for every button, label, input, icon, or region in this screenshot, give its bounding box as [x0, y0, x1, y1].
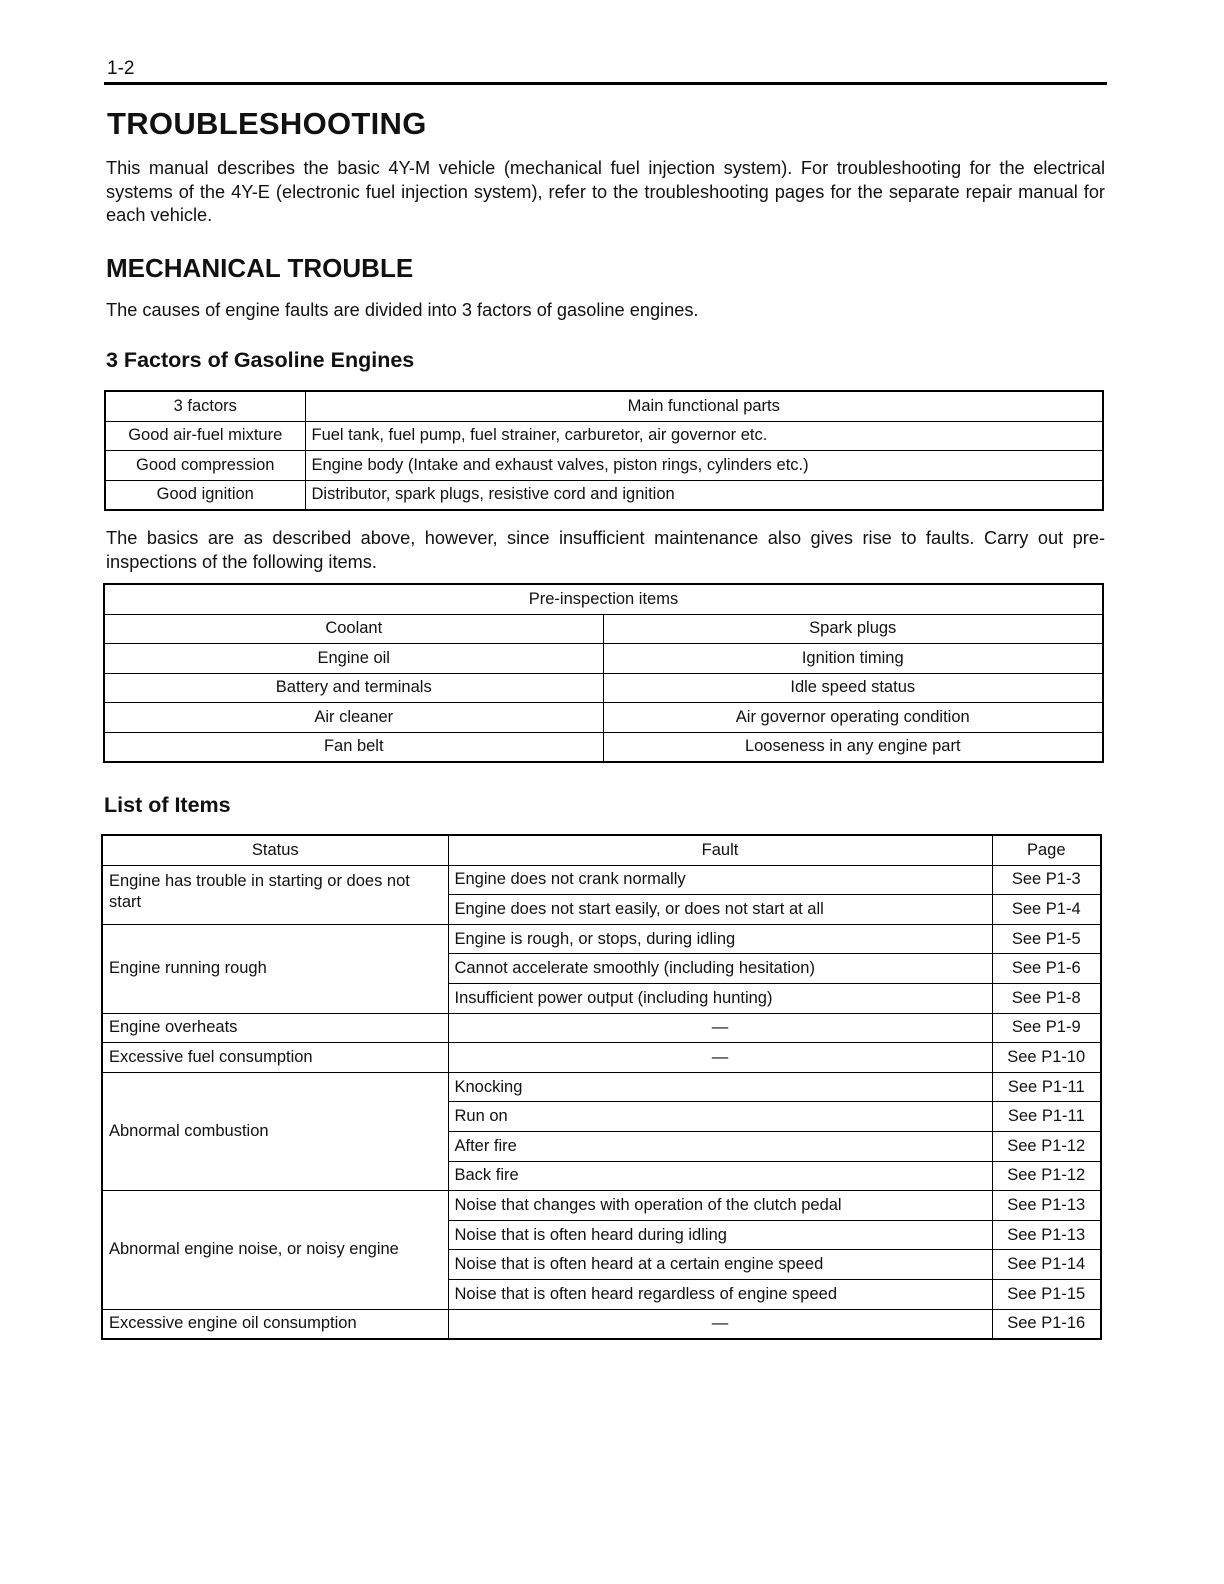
fault-cell: Back fire: [448, 1161, 992, 1191]
preinspection-cell: Air governor operating condition: [603, 703, 1103, 733]
page-reference-cell: See P1-11: [992, 1102, 1101, 1132]
parts-cell: Fuel tank, fuel pump, fuel strainer, carburetor, air governor etc.: [305, 421, 1103, 451]
parts-cell: Engine body (Intake and exhaust valves, piston rings, cylinders etc.): [305, 451, 1103, 481]
fault-cell: Cannot accelerate smoothly (including hesitation): [448, 954, 992, 984]
table-row: [104, 673, 1103, 703]
fault-cell: Engine does not crank normally: [448, 865, 992, 895]
items-table-body: [102, 865, 1101, 1339]
page-reference-cell: See P1-10: [992, 1043, 1101, 1073]
factors-title: 3 Factors of Gasoline Engines: [106, 348, 415, 372]
fault-cell: —: [448, 1013, 992, 1043]
status-cell: Excessive fuel consumption: [102, 1043, 448, 1073]
header-cell: 3 factors: [105, 391, 305, 421]
table-row: [104, 614, 1103, 644]
header-cell: Main functional parts: [305, 391, 1103, 421]
preinspection-cell: Coolant: [104, 614, 603, 644]
table-row: [104, 732, 1103, 762]
page-reference-cell: See P1-16: [992, 1309, 1101, 1339]
items-table: [101, 834, 1102, 1340]
fault-cell: After fire: [448, 1131, 992, 1161]
factor-cell: Good air-fuel mixture: [105, 421, 305, 451]
preinspection-cell: Air cleaner: [104, 703, 603, 733]
table-header-row: [105, 391, 1103, 421]
preinspection-cell: Battery and terminals: [104, 673, 603, 703]
table-row: [102, 1191, 1101, 1221]
fault-cell: Engine is rough, or stops, during idling: [448, 924, 992, 954]
preinspection-cell: Spark plugs: [603, 614, 1103, 644]
header-cell: Page: [992, 835, 1101, 865]
table-row: [102, 1309, 1101, 1339]
factor-cell: Good compression: [105, 451, 305, 481]
table-row: [105, 480, 1103, 510]
preinspection-cell: Engine oil: [104, 644, 603, 674]
page-reference-cell: See P1-13: [992, 1191, 1101, 1221]
fault-cell: Noise that is often heard at a certain engine speed: [448, 1250, 992, 1280]
table-row: [105, 451, 1103, 481]
status-cell: Engine overheats: [102, 1013, 448, 1043]
preinspection-cell: Fan belt: [104, 732, 603, 762]
table-row: [102, 1072, 1101, 1102]
table-row: [102, 924, 1101, 954]
status-cell: Abnormal combustion: [102, 1072, 448, 1190]
page-number: 1-2: [107, 58, 135, 79]
page-reference-cell: See P1-14: [992, 1250, 1101, 1280]
preinspection-table: [103, 583, 1104, 763]
page-reference-cell: See P1-13: [992, 1220, 1101, 1250]
parts-cell: Distributor, spark plugs, resistive cord and ignition: [305, 480, 1103, 510]
fault-cell: Noise that is often heard regardless of engine speed: [448, 1279, 992, 1309]
header-cell: Fault: [448, 835, 992, 865]
table-row: [104, 703, 1103, 733]
intro-paragraph: This manual describes the basic 4Y-M vehicle (mechanical fuel injection system). For troubleshooting for the electrical systems of the 4Y-E (electronic fuel injection system), refer to the troubleshooting pages for the separate repair manual for each vehicle.: [106, 158, 1105, 225]
page-reference-cell: See P1-15: [992, 1279, 1101, 1309]
fault-cell: Engine does not start easily, or does not start at all: [448, 895, 992, 925]
fault-cell: Knocking: [448, 1072, 992, 1102]
table-row: [102, 865, 1101, 895]
fault-cell: —: [448, 1309, 992, 1339]
table-header-row: [102, 835, 1101, 865]
page-reference-cell: See P1-5: [992, 924, 1101, 954]
mechanical-intro: The causes of engine faults are divided into 3 factors of gasoline engines.: [106, 300, 699, 320]
preinspection-cell: Ignition timing: [603, 644, 1103, 674]
page-reference-cell: See P1-4: [992, 895, 1101, 925]
status-cell: Abnormal engine noise, or noisy engine: [102, 1191, 448, 1309]
status-cell: Excessive engine oil consumption: [102, 1309, 448, 1339]
fault-cell: —: [448, 1043, 992, 1073]
header-cell: Pre-inspection items: [104, 584, 1103, 614]
page-title: TROUBLESHOOTING: [107, 106, 427, 141]
page-reference-cell: See P1-3: [992, 865, 1101, 895]
section-title-mechanical-trouble: MECHANICAL TROUBLE: [106, 253, 414, 283]
fault-cell: Noise that changes with operation of the clutch pedal: [448, 1191, 992, 1221]
page-reference-cell: See P1-6: [992, 954, 1101, 984]
factors-table: [104, 390, 1104, 511]
status-cell: Engine running rough: [102, 924, 448, 1013]
header-rule: [104, 82, 1107, 85]
fault-cell: Insufficient power output (including hunting): [448, 983, 992, 1013]
preinspection-cell: Idle speed status: [603, 673, 1103, 703]
table-row: [105, 421, 1103, 451]
list-of-items-title: List of Items: [104, 793, 231, 817]
page-reference-cell: See P1-8: [992, 983, 1101, 1013]
factor-cell: Good ignition: [105, 480, 305, 510]
header-cell: Status: [102, 835, 448, 865]
status-cell: Engine has trouble in starting or does not start: [102, 865, 448, 924]
page-reference-cell: See P1-9: [992, 1013, 1101, 1043]
page-reference-cell: See P1-11: [992, 1072, 1101, 1102]
table-row: [102, 1043, 1101, 1073]
preinspection-cell: Looseness in any engine part: [603, 732, 1103, 762]
table-row: [102, 1013, 1101, 1043]
table-header-row: [104, 584, 1103, 614]
preinspection-note: The basics are as described above, however, since insufficient maintenance also gives rise to faults. Carry out pre-inspections of the following items.: [106, 528, 1105, 572]
fault-cell: Noise that is often heard during idling: [448, 1220, 992, 1250]
table-row: [104, 644, 1103, 674]
page-reference-cell: See P1-12: [992, 1131, 1101, 1161]
fault-cell: Run on: [448, 1102, 992, 1132]
page-reference-cell: See P1-12: [992, 1161, 1101, 1191]
